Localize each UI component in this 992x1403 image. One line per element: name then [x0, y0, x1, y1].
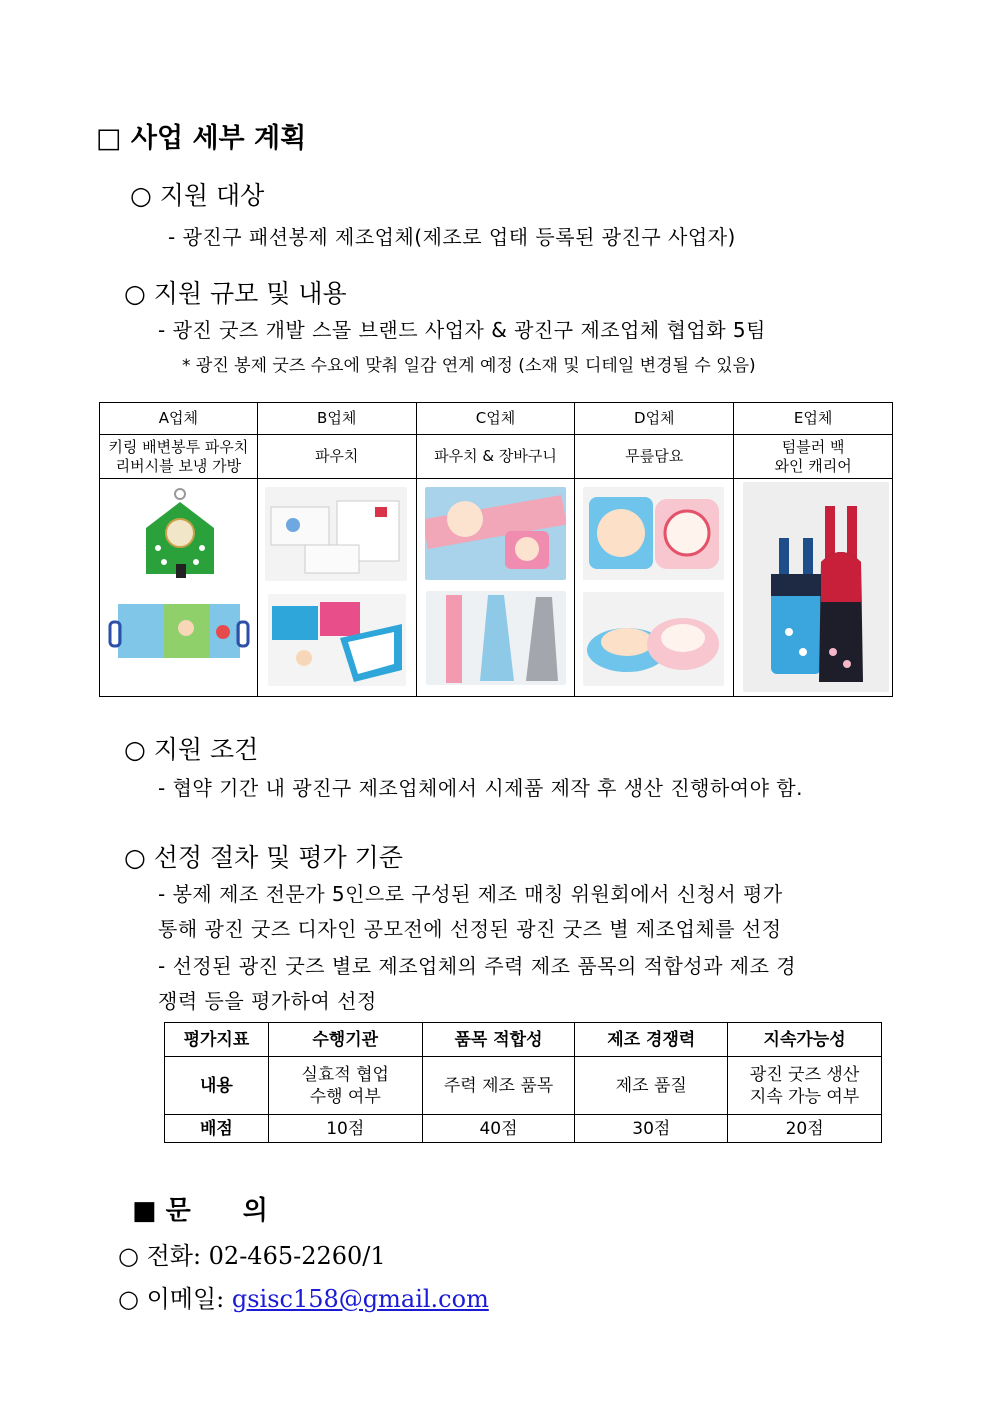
- eval-content-row: [165, 1057, 882, 1115]
- vendor-product-cell: [575, 435, 734, 479]
- product-name: 리버시블 보냉 가방: [115, 456, 242, 475]
- vendor-header: A업체: [100, 403, 258, 435]
- product-photo-d2: [583, 592, 724, 686]
- product-photo-d1: [583, 487, 724, 580]
- product-photo-c1: [425, 487, 566, 580]
- vendor-header: D업체: [575, 403, 734, 435]
- eval-header: 품목 적합성: [422, 1023, 575, 1057]
- selection-line: - 봉제 제조 전문가 5인으로 구성된 제조 매칭 위원회에서 신청서 평가: [158, 882, 783, 906]
- eval-content-text: 제조 품질: [615, 1075, 687, 1096]
- product-name: 와인 캐리어: [774, 456, 852, 475]
- vendor-product-cell: [257, 435, 416, 479]
- eval-score-row: [165, 1115, 882, 1143]
- support-condition-heading: ○ 지원 조건: [124, 735, 259, 764]
- eval-content-text: 지속 가능 여부: [749, 1086, 860, 1107]
- support-target-heading: ○ 지원 대상: [130, 181, 265, 210]
- product-photo-c2: [426, 591, 566, 685]
- selection-line: - 선정된 광진 굿즈 별로 제조업체의 주력 제조 품목의 적합성과 제조 경: [158, 954, 797, 978]
- eval-score-label: 배점: [165, 1115, 269, 1143]
- vendor-product-cell: [734, 435, 893, 479]
- contact-email-label: ○ 이메일:: [118, 1285, 232, 1313]
- support-condition-line: - 협약 기간 내 광진구 제조업체에서 시제품 제작 후 생산 진행하여야 함.: [158, 776, 803, 800]
- eval-score: 20점: [728, 1115, 882, 1143]
- vendor-header-row: [100, 403, 893, 435]
- eval-content-text: 주력 제조 품목: [443, 1075, 554, 1096]
- eval-content-text: 수행 여부: [309, 1086, 381, 1107]
- eval-header: 평가지표: [165, 1023, 269, 1057]
- product-name: 파우치 & 장바구니: [434, 447, 557, 465]
- eval-content-cell: [268, 1057, 422, 1115]
- eval-content-cell: [728, 1057, 882, 1115]
- section-title: □ 사업 세부 계획: [96, 123, 307, 154]
- selection-line: 통해 광진 굿즈 디자인 공모전에 선정된 광진 굿즈 별 제조업체를 선정: [158, 917, 782, 941]
- product-photo-a1: [140, 488, 220, 580]
- eval-score: 40점: [422, 1115, 575, 1143]
- vendor-header: E업체: [734, 403, 893, 435]
- contact-phone-label: ○ 전화:: [118, 1242, 209, 1270]
- eval-header: 지속가능성: [728, 1023, 882, 1057]
- eval-content-cell: [575, 1057, 728, 1115]
- product-name: 무릎담요: [625, 447, 684, 465]
- vendor-product-cell: [100, 435, 258, 479]
- product-photo-e: [743, 482, 889, 692]
- vendor-product-row: [100, 435, 893, 479]
- vendor-header: B업체: [257, 403, 416, 435]
- eval-content-cell: [422, 1057, 575, 1115]
- product-photo-a2: [108, 598, 250, 662]
- support-scale-heading: ○ 지원 규모 및 내용: [124, 279, 347, 308]
- contact-email-line: [118, 1279, 489, 1314]
- product-name: 파우치: [314, 447, 359, 465]
- eval-content-label: 내용: [165, 1057, 269, 1115]
- eval-content-text: 광진 굿즈 생산: [749, 1064, 860, 1085]
- product-photo-b1: [265, 487, 407, 581]
- support-scale-note: * 광진 봉제 굿즈 수요에 맞춰 일감 연계 예정 (소재 및 디테일 변경될 수 있음): [182, 356, 756, 376]
- eval-header-row: [165, 1023, 882, 1057]
- vendor-header: C업체: [416, 403, 575, 435]
- product-name: 키링 배변봉투 파우치: [108, 437, 249, 456]
- eval-table: [164, 1022, 882, 1143]
- eval-header: 수행기관: [268, 1023, 422, 1057]
- support-target-line: - 광진구 패션봉제 제조업체(제조로 업태 등록된 광진구 사업자): [168, 225, 736, 249]
- vendor-product-cell: [416, 435, 575, 479]
- product-name: 텀블러 백: [781, 437, 845, 456]
- email-link[interactable]: gsisc158@gmail.com: [231, 1285, 489, 1313]
- support-scale-line: - 광진 굿즈 개발 스몰 브랜드 사업자 & 광진구 제조업체 협업화 5팀: [158, 318, 766, 342]
- contact-heading: ■ 문 의: [132, 1196, 268, 1226]
- selection-line: 쟁력 등을 평가하여 선정: [158, 989, 377, 1013]
- product-photo-b2: [268, 594, 406, 686]
- contact-phone: 02-465-2260/1: [208, 1242, 386, 1270]
- eval-header: 제조 경쟁력: [575, 1023, 728, 1057]
- eval-score: 10점: [268, 1115, 422, 1143]
- eval-score: 30점: [575, 1115, 728, 1143]
- eval-content-text: 실효적 협업: [301, 1064, 389, 1085]
- selection-heading: ○ 선정 절차 및 평가 기준: [124, 843, 403, 872]
- contact-phone-line: [118, 1236, 386, 1271]
